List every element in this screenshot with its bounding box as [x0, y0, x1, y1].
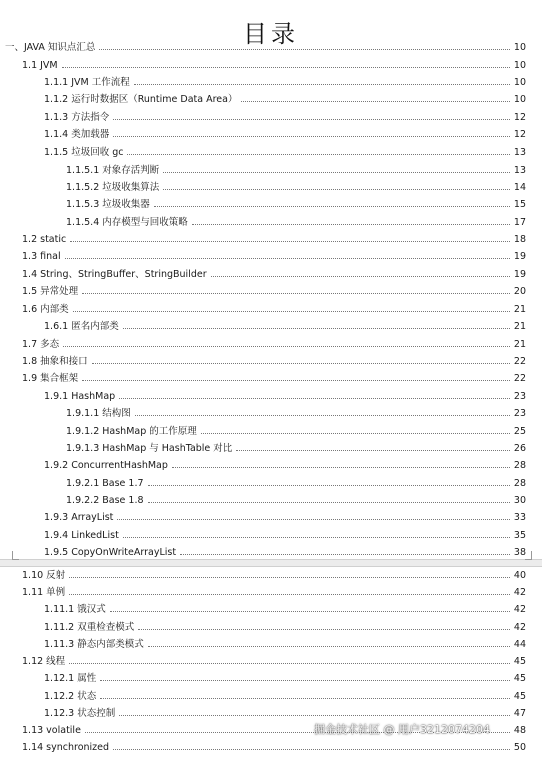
toc-entry-title: 1.9 集合框架 [22, 373, 79, 384]
dot-leader [192, 213, 510, 225]
toc-entry-page: 50 [513, 742, 526, 753]
toc-entry[interactable] [22, 369, 526, 387]
toc-entry-title: 1.4 String、StringBuffer、StringBuilder [22, 269, 207, 280]
dot-leader [119, 387, 510, 399]
dot-leader [148, 635, 510, 647]
dot-leader [82, 369, 510, 381]
toc-entry[interactable] [44, 669, 526, 687]
toc-entry[interactable] [44, 90, 526, 108]
toc-entry-title: 1.14 synchronized [22, 742, 110, 753]
dot-leader [119, 704, 510, 716]
toc-entry-page: 17 [513, 217, 526, 228]
toc-entry-page: 10 [513, 60, 526, 71]
toc-entry-page: 18 [513, 234, 526, 245]
toc-entry-page: 12 [513, 112, 526, 123]
dot-leader [123, 317, 510, 329]
toc-entry[interactable] [66, 195, 526, 213]
dot-leader [65, 247, 510, 259]
toc-entry[interactable] [44, 526, 526, 544]
toc-entry-page: 23 [513, 408, 526, 419]
toc-entry[interactable] [22, 247, 526, 265]
toc-entry[interactable] [44, 125, 526, 143]
toc-entry[interactable] [44, 704, 526, 722]
toc-entry-page: 48 [513, 725, 526, 736]
toc-entry-page: 15 [513, 199, 526, 210]
toc-entry-title: 1.3 final [22, 251, 61, 262]
toc-entry[interactable] [44, 618, 526, 636]
toc-entry-page: 19 [513, 251, 526, 262]
toc-entry-title: 1.1.3 方法指令 [44, 112, 110, 123]
toc-entry-page: 33 [513, 512, 526, 523]
dot-leader [172, 456, 510, 468]
toc-entry[interactable] [44, 600, 526, 618]
toc-entry[interactable] [22, 652, 526, 670]
dot-leader [163, 161, 510, 173]
toc-entry-page: 30 [513, 495, 526, 506]
dot-leader [154, 195, 510, 207]
toc-entry-page: 47 [513, 708, 526, 719]
toc-entry-title: 1.1.5.3 垃圾收集器 [66, 199, 150, 210]
toc-entry-title: 1.12.2 状态 [44, 691, 97, 702]
toc-entry-title: 1.1.5 垃圾回收 gc [44, 147, 124, 158]
toc-entry-page: 45 [513, 656, 526, 667]
page-break [0, 559, 542, 567]
dot-leader [99, 38, 509, 50]
dot-leader [73, 300, 510, 312]
toc-entry-page: 45 [513, 691, 526, 702]
toc-entry-title: 1.1.2 运行时数据区（Runtime Data Area） [44, 94, 238, 105]
toc-entry[interactable] [22, 583, 526, 601]
toc-entry[interactable] [5, 38, 526, 56]
toc-entry[interactable] [66, 178, 526, 196]
toc-entry[interactable] [44, 635, 526, 653]
watermark: 掘金技术社区 @ 用户3212074204 [314, 723, 490, 736]
toc-entry-title: 1.5 异常处理 [22, 286, 79, 297]
dot-leader [135, 404, 510, 416]
toc-entry[interactable] [66, 213, 526, 231]
toc-entry-page: 21 [513, 321, 526, 332]
toc-entry-page: 22 [513, 373, 526, 384]
toc-entry[interactable] [66, 161, 526, 179]
toc-entry-title: 1.11.2 双重检查模式 [44, 622, 135, 633]
toc-entry-title: 1.12.3 状态控制 [44, 708, 116, 719]
toc-entry-title: 1.12.1 属性 [44, 673, 97, 684]
toc-entry-title: 1.1.5.1 对象存活判断 [66, 165, 160, 176]
toc-entry-title: 1.1 JVM [22, 60, 58, 71]
toc-entry-page: 35 [513, 530, 526, 541]
dot-leader [148, 491, 510, 503]
toc-title: 目录 [243, 20, 299, 48]
toc-entry-page: 42 [513, 622, 526, 633]
dot-leader [100, 669, 510, 681]
toc-entry-title: 1.9.2.2 Base 1.8 [66, 495, 144, 506]
toc-entry[interactable] [22, 56, 526, 74]
toc-entry-page: 25 [513, 426, 526, 437]
toc-entry[interactable] [66, 439, 526, 457]
toc-entry-page: 13 [513, 165, 526, 176]
toc-entry-title: 1.6 内部类 [22, 304, 69, 315]
toc-entry-page: 21 [513, 339, 526, 350]
toc-entry-title: 1.1.5.4 内存模型与回收策略 [66, 217, 188, 228]
toc-entry-page: 45 [513, 673, 526, 684]
dot-leader [236, 439, 510, 451]
toc-entry[interactable] [44, 387, 526, 405]
toc-entry-title: 1.9.3 ArrayList [44, 512, 114, 523]
toc-entry-title: 1.12 线程 [22, 656, 66, 667]
toc-entry[interactable] [66, 491, 526, 509]
toc-entry-title: 1.2 static [22, 234, 67, 245]
dot-leader [69, 583, 510, 595]
toc-entry-page: 21 [513, 304, 526, 315]
toc-entry[interactable] [44, 108, 526, 126]
toc-entry-title: 1.9.1 HashMap [44, 391, 116, 402]
toc-entry[interactable] [66, 404, 526, 422]
toc-entry[interactable] [22, 282, 526, 300]
dot-leader [117, 508, 510, 520]
toc-entry-page: 10 [513, 94, 526, 105]
dot-leader [163, 178, 510, 190]
toc-entry-title: 1.8 抽象和接口 [22, 356, 88, 367]
dot-leader [211, 265, 510, 277]
toc-entry-title: 1.9.2 ConcurrentHashMap [44, 460, 168, 471]
toc-entry[interactable] [44, 508, 526, 526]
toc-entry[interactable] [22, 300, 526, 318]
toc-entry-page: 12 [513, 129, 526, 140]
toc-entry-page: 44 [513, 639, 526, 650]
toc-entry-title: 1.9.5 CopyOnWriteArrayList [44, 547, 177, 558]
dot-leader [82, 282, 510, 294]
dot-leader [113, 108, 510, 120]
dot-leader [180, 543, 510, 555]
dot-leader [138, 618, 510, 630]
toc-entry-page: 10 [513, 42, 526, 53]
toc-entry-page: 22 [513, 356, 526, 367]
toc-entry-page: 20 [513, 286, 526, 297]
toc-entry-page: 19 [513, 269, 526, 280]
toc-entry[interactable] [44, 143, 526, 161]
toc-entry[interactable] [22, 230, 526, 248]
toc-entry-page: 42 [513, 587, 526, 598]
toc-entry[interactable] [22, 352, 526, 370]
toc-entry[interactable] [44, 456, 526, 474]
toc-entry-title: 1.9.1.1 结构图 [66, 408, 131, 419]
toc-entry[interactable] [44, 73, 526, 91]
toc-entry[interactable] [66, 474, 526, 492]
dot-leader [113, 125, 510, 137]
toc-entry-page: 42 [513, 604, 526, 615]
dot-leader [201, 422, 510, 434]
toc-entry-page: 38 [513, 547, 526, 558]
toc-entry-title: 一、JAVA 知识点汇总 [5, 42, 96, 53]
dot-leader [134, 73, 510, 85]
toc-entry[interactable] [66, 422, 526, 440]
toc-entry-title: 1.9.4 LinkedList [44, 530, 119, 541]
margin-corner-mark [525, 551, 532, 560]
toc-entry-page: 28 [513, 460, 526, 471]
toc-entry-title: 1.6.1 匿名内部类 [44, 321, 119, 332]
dot-leader [62, 56, 510, 68]
toc-entry-title: 1.1.5.2 垃圾收集算法 [66, 182, 160, 193]
toc-entry-title: 1.1.4 类加载器 [44, 129, 110, 140]
toc-entry-title: 1.11.1 饿汉式 [44, 604, 106, 615]
toc-entry-title: 1.9.1.3 HashMap 与 HashTable 对比 [66, 443, 233, 454]
toc-entry[interactable] [22, 566, 526, 584]
toc-entry[interactable] [44, 687, 526, 705]
toc-entry-page: 28 [513, 478, 526, 489]
toc-entry[interactable] [22, 738, 526, 756]
dot-leader [69, 566, 510, 578]
toc-entry-title: 1.11.3 静态内部类模式 [44, 639, 144, 650]
dot-leader [92, 352, 510, 364]
dot-leader [100, 687, 510, 699]
toc-entry[interactable] [22, 265, 526, 283]
margin-corner-mark [12, 551, 19, 560]
toc-entry-page: 10 [513, 77, 526, 88]
toc-entry-page: 26 [513, 443, 526, 454]
dot-leader [113, 738, 510, 750]
dot-leader [148, 474, 510, 486]
dot-leader [123, 526, 510, 538]
toc-entry-title: 1.9.1.2 HashMap 的工作原理 [66, 426, 197, 437]
toc-entry-page: 14 [513, 182, 526, 193]
toc-entry-title: 1.1.1 JVM 工作流程 [44, 77, 130, 88]
toc-entry-title: 1.11 单例 [22, 587, 66, 598]
dot-leader [127, 143, 509, 155]
toc-entry-title: 1.9.2.1 Base 1.7 [66, 478, 144, 489]
toc-entry-page: 13 [513, 147, 526, 158]
toc-entry-page: 40 [513, 570, 526, 581]
dot-leader [110, 600, 510, 612]
toc-entry-title: 1.7 多态 [22, 339, 60, 350]
toc-entry[interactable] [22, 335, 526, 353]
dot-leader [241, 90, 509, 102]
dot-leader [69, 652, 510, 664]
toc-entry[interactable] [44, 317, 526, 335]
dot-leader [63, 335, 510, 347]
toc-entry-page: 23 [513, 391, 526, 402]
dot-leader [70, 230, 510, 242]
toc-entry-title: 1.10 反射 [22, 570, 66, 581]
toc-entry-title: 1.13 volatile [22, 725, 81, 736]
